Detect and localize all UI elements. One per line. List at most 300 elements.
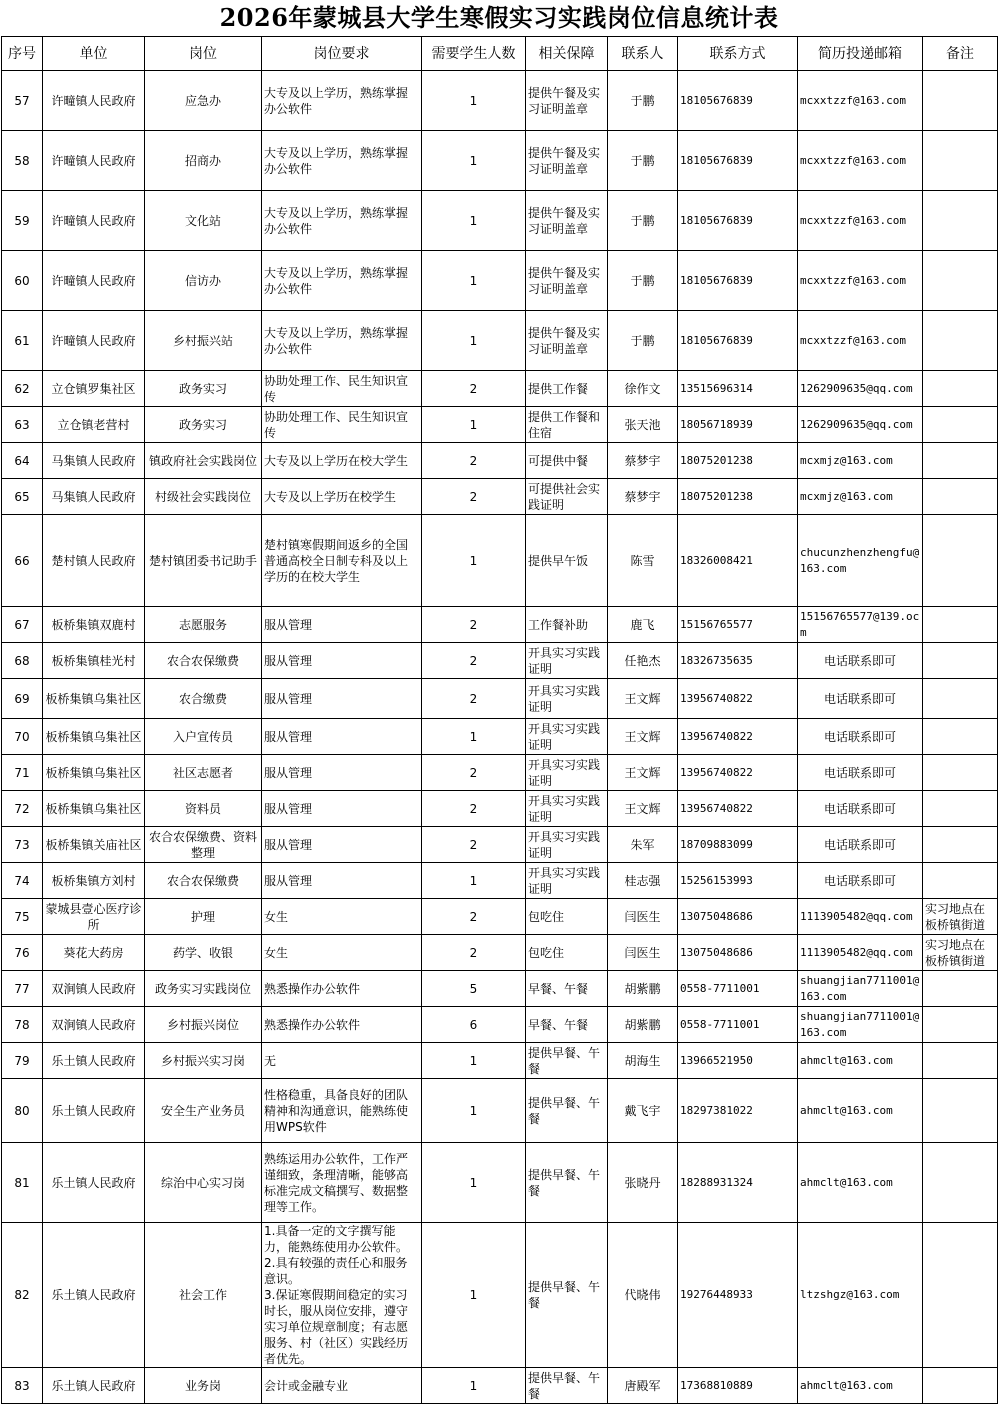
cell-email: 电话联系即可 [798, 679, 923, 719]
cell-phone: 18075201238 [678, 479, 798, 515]
cell-email: shuangjian7711001@163.com [798, 971, 923, 1007]
cell-no: 78 [2, 1007, 43, 1043]
table-row [2, 515, 998, 607]
cell-contact: 于鹏 [608, 71, 678, 131]
table-row [2, 131, 998, 191]
cell-note [923, 479, 998, 515]
cell-email: 15156765577@139.ocm [798, 607, 923, 643]
cell-phone: 18105676839 [678, 191, 798, 251]
cell-requirement: 熟悉操作办公软件 [262, 971, 422, 1007]
cell-support: 开具实习实践证明 [526, 719, 608, 755]
cell-contact: 于鹏 [608, 251, 678, 311]
cell-phone: 18105676839 [678, 131, 798, 191]
header-requirement: 岗位要求 [262, 37, 422, 71]
cell-no: 80 [2, 1079, 43, 1143]
cell-unit: 乐土镇人民政府 [43, 1079, 145, 1143]
header-row [2, 37, 998, 71]
cell-post: 农合农保缴费 [145, 643, 262, 679]
cell-no: 68 [2, 643, 43, 679]
cell-post: 业务岗 [145, 1368, 262, 1404]
cell-contact: 张晓丹 [608, 1143, 678, 1223]
cell-no: 59 [2, 191, 43, 251]
cell-count: 2 [422, 607, 526, 643]
cell-phone: 18297381022 [678, 1079, 798, 1143]
cell-support: 提供午餐及实习证明盖章 [526, 251, 608, 311]
cell-count: 1 [422, 407, 526, 443]
cell-support: 提供午餐及实习证明盖章 [526, 311, 608, 371]
cell-count: 2 [422, 371, 526, 407]
header-note: 备注 [923, 37, 998, 71]
cell-no: 66 [2, 515, 43, 607]
cell-post: 应急办 [145, 71, 262, 131]
cell-support: 提供早餐、午餐 [526, 1043, 608, 1079]
cell-no: 57 [2, 71, 43, 131]
cell-count: 1 [422, 1223, 526, 1368]
cell-requirement: 服从管理 [262, 607, 422, 643]
cell-contact: 朱军 [608, 827, 678, 863]
cell-email: 1262909635@qq.com [798, 407, 923, 443]
cell-requirement: 服从管理 [262, 827, 422, 863]
table-row [2, 1143, 998, 1223]
cell-phone: 18326008421 [678, 515, 798, 607]
cell-requirement: 无 [262, 1043, 422, 1079]
cell-post: 资料员 [145, 791, 262, 827]
cell-email: ahmclt@163.com [798, 1143, 923, 1223]
header-support: 相关保障 [526, 37, 608, 71]
cell-count: 2 [422, 479, 526, 515]
cell-count: 1 [422, 251, 526, 311]
cell-email: 电话联系即可 [798, 643, 923, 679]
table-row [2, 971, 998, 1007]
cell-unit: 马集镇人民政府 [43, 479, 145, 515]
table-row [2, 1079, 998, 1143]
cell-contact: 王文辉 [608, 719, 678, 755]
cell-unit: 板桥集镇关庙社区 [43, 827, 145, 863]
table-row [2, 935, 998, 971]
cell-unit: 立仓镇罗集社区 [43, 371, 145, 407]
cell-post: 农合农保缴费、资料整理 [145, 827, 262, 863]
cell-email: mcxxtzzf@163.com [798, 71, 923, 131]
cell-unit: 许疃镇人民政府 [43, 311, 145, 371]
cell-count: 2 [422, 443, 526, 479]
cell-email: mcxmjz@163.com [798, 479, 923, 515]
cell-requirement: 女生 [262, 899, 422, 935]
header-post: 岗位 [145, 37, 262, 71]
cell-unit: 许疃镇人民政府 [43, 131, 145, 191]
cell-no: 64 [2, 443, 43, 479]
header-contact: 联系人 [608, 37, 678, 71]
cell-no: 61 [2, 311, 43, 371]
cell-contact: 于鹏 [608, 311, 678, 371]
cell-no: 62 [2, 371, 43, 407]
cell-phone: 19276448933 [678, 1223, 798, 1368]
cell-no: 79 [2, 1043, 43, 1079]
table-body [2, 71, 998, 1404]
cell-post: 乡村振兴岗位 [145, 1007, 262, 1043]
cell-contact: 唐殿军 [608, 1368, 678, 1404]
cell-requirement: 大专及以上学历，熟练掌握办公软件 [262, 311, 422, 371]
cell-requirement: 大专及以上学历，熟练掌握办公软件 [262, 71, 422, 131]
cell-contact: 于鹏 [608, 131, 678, 191]
cell-unit: 板桥集镇乌集社区 [43, 755, 145, 791]
cell-support: 开具实习实践证明 [526, 791, 608, 827]
cell-note [923, 1079, 998, 1143]
cell-requirement: 会计或金融专业 [262, 1368, 422, 1404]
cell-phone: 18056718939 [678, 407, 798, 443]
cell-unit: 乐土镇人民政府 [43, 1368, 145, 1404]
cell-no: 67 [2, 607, 43, 643]
cell-support: 早餐、午餐 [526, 971, 608, 1007]
cell-no: 75 [2, 899, 43, 935]
cell-unit: 板桥集镇方刘村 [43, 863, 145, 899]
cell-phone: 0558-7711001 [678, 971, 798, 1007]
cell-note [923, 1368, 998, 1404]
table-row [2, 443, 998, 479]
cell-support: 提供午餐及实习证明盖章 [526, 191, 608, 251]
cell-count: 1 [422, 1143, 526, 1223]
cell-phone: 18075201238 [678, 443, 798, 479]
cell-requirement: 服从管理 [262, 755, 422, 791]
cell-support: 提供工作餐和住宿 [526, 407, 608, 443]
cell-support: 开具实习实践证明 [526, 643, 608, 679]
cell-no: 73 [2, 827, 43, 863]
cell-count: 1 [422, 515, 526, 607]
cell-support: 开具实习实践证明 [526, 863, 608, 899]
table-row [2, 71, 998, 131]
cell-note [923, 863, 998, 899]
cell-note [923, 971, 998, 1007]
cell-phone: 15156765577 [678, 607, 798, 643]
cell-unit: 许疃镇人民政府 [43, 191, 145, 251]
cell-email: mcxxtzzf@163.com [798, 311, 923, 371]
cell-contact: 王文辉 [608, 791, 678, 827]
cell-note: 实习地点在板桥镇街道 [923, 935, 998, 971]
cell-note [923, 1143, 998, 1223]
cell-phone: 18326735635 [678, 643, 798, 679]
cell-support: 提供午餐及实习证明盖章 [526, 131, 608, 191]
table-row [2, 1043, 998, 1079]
cell-support: 工作餐补助 [526, 607, 608, 643]
header-no: 序号 [2, 37, 43, 71]
cell-note [923, 607, 998, 643]
cell-requirement: 大专及以上学历，熟练掌握办公软件 [262, 131, 422, 191]
cell-note [923, 71, 998, 131]
cell-requirement: 服从管理 [262, 643, 422, 679]
cell-count: 1 [422, 1043, 526, 1079]
cell-note [923, 827, 998, 863]
cell-phone: 13966521950 [678, 1043, 798, 1079]
cell-contact: 胡海生 [608, 1043, 678, 1079]
cell-unit: 板桥集镇乌集社区 [43, 719, 145, 755]
cell-post: 村级社会实践岗位 [145, 479, 262, 515]
cell-support: 提供早餐、午餐 [526, 1079, 608, 1143]
cell-note [923, 1223, 998, 1368]
cell-count: 1 [422, 1368, 526, 1404]
cell-count: 2 [422, 679, 526, 719]
cell-note [923, 515, 998, 607]
cell-count: 1 [422, 719, 526, 755]
cell-support: 提供工作餐 [526, 371, 608, 407]
cell-requirement: 大专及以上学历在校大学生 [262, 443, 422, 479]
cell-email: ahmclt@163.com [798, 1043, 923, 1079]
cell-post: 楚村镇团委书记助手 [145, 515, 262, 607]
cell-email: mcxmjz@163.com [798, 443, 923, 479]
cell-contact: 代晓伟 [608, 1223, 678, 1368]
cell-email: 电话联系即可 [798, 755, 923, 791]
table-row [2, 1007, 998, 1043]
cell-count: 2 [422, 899, 526, 935]
cell-email: chucunzhenzhengfu@163.com [798, 515, 923, 607]
cell-no: 60 [2, 251, 43, 311]
cell-email: ahmclt@163.com [798, 1368, 923, 1404]
cell-post: 安全生产业务员 [145, 1079, 262, 1143]
page-title: 2026年蒙城县大学生寒假实习实践岗位信息统计表 [219, 3, 779, 32]
cell-count: 2 [422, 827, 526, 863]
cell-contact: 王文辉 [608, 679, 678, 719]
cell-count: 1 [422, 1079, 526, 1143]
table-row [2, 719, 998, 755]
header-unit: 单位 [43, 37, 145, 71]
table-row [2, 827, 998, 863]
table-row [2, 371, 998, 407]
cell-unit: 许疃镇人民政府 [43, 71, 145, 131]
cell-note [923, 679, 998, 719]
cell-no: 82 [2, 1223, 43, 1368]
cell-post: 招商办 [145, 131, 262, 191]
cell-contact: 陈雪 [608, 515, 678, 607]
cell-email: 电话联系即可 [798, 719, 923, 755]
cell-support: 包吃住 [526, 899, 608, 935]
cell-phone: 13956740822 [678, 719, 798, 755]
cell-support: 包吃住 [526, 935, 608, 971]
cell-contact: 桂志强 [608, 863, 678, 899]
cell-email: mcxxtzzf@163.com [798, 251, 923, 311]
cell-support: 可提供中餐 [526, 443, 608, 479]
cell-requirement: 大专及以上学历在校学生 [262, 479, 422, 515]
cell-phone: 18709883099 [678, 827, 798, 863]
internship-table [1, 36, 998, 1404]
cell-support: 提供早餐、午餐 [526, 1143, 608, 1223]
cell-post: 入户宣传员 [145, 719, 262, 755]
cell-support: 可提供社会实践证明 [526, 479, 608, 515]
cell-note [923, 791, 998, 827]
cell-post: 农合缴费 [145, 679, 262, 719]
cell-requirement: 大专及以上学历，熟练掌握办公软件 [262, 251, 422, 311]
cell-unit: 蒙城县壹心医疗诊所 [43, 899, 145, 935]
cell-requirement: 大专及以上学历，熟练掌握办公软件 [262, 191, 422, 251]
cell-phone: 18105676839 [678, 71, 798, 131]
cell-support: 开具实习实践证明 [526, 679, 608, 719]
header-count: 需要学生人数 [422, 37, 526, 71]
cell-post: 社区志愿者 [145, 755, 262, 791]
cell-support: 早餐、午餐 [526, 1007, 608, 1043]
cell-phone: 0558-7711001 [678, 1007, 798, 1043]
cell-contact: 闫医生 [608, 899, 678, 935]
cell-phone: 13075048686 [678, 899, 798, 935]
cell-no: 63 [2, 407, 43, 443]
cell-note [923, 131, 998, 191]
table-row [2, 643, 998, 679]
cell-contact: 任艳杰 [608, 643, 678, 679]
cell-support: 开具实习实践证明 [526, 827, 608, 863]
cell-requirement: 服从管理 [262, 719, 422, 755]
cell-requirement: 楚村镇寒假期间返乡的全国普通高校全日制专科及以上学历的在校大学生 [262, 515, 422, 607]
cell-count: 2 [422, 935, 526, 971]
cell-post: 镇政府社会实践岗位 [145, 443, 262, 479]
table-row [2, 251, 998, 311]
cell-post: 农合农保缴费 [145, 863, 262, 899]
cell-post: 乡村振兴实习岗 [145, 1043, 262, 1079]
cell-note [923, 407, 998, 443]
cell-unit: 楚村镇人民政府 [43, 515, 145, 607]
cell-no: 77 [2, 971, 43, 1007]
cell-post: 信访办 [145, 251, 262, 311]
cell-count: 1 [422, 131, 526, 191]
cell-no: 81 [2, 1143, 43, 1223]
cell-contact: 于鹏 [608, 191, 678, 251]
cell-post: 文化站 [145, 191, 262, 251]
cell-note [923, 1007, 998, 1043]
cell-email: 1262909635@qq.com [798, 371, 923, 407]
cell-email: mcxxtzzf@163.com [798, 191, 923, 251]
cell-email: ahmclt@163.com [798, 1079, 923, 1143]
cell-post: 社会工作 [145, 1223, 262, 1368]
cell-email: ltzshgz@163.com [798, 1223, 923, 1368]
cell-phone: 13956740822 [678, 679, 798, 719]
cell-support: 开具实习实践证明 [526, 755, 608, 791]
cell-count: 2 [422, 791, 526, 827]
cell-support: 提供早餐、午餐 [526, 1368, 608, 1404]
cell-post: 综治中心实习岗 [145, 1143, 262, 1223]
cell-unit: 板桥集镇乌集社区 [43, 679, 145, 719]
table-row [2, 191, 998, 251]
cell-note [923, 643, 998, 679]
cell-count: 1 [422, 71, 526, 131]
cell-contact: 戴飞宇 [608, 1079, 678, 1143]
cell-contact: 鹿飞 [608, 607, 678, 643]
cell-post: 政务实习实践岗位 [145, 971, 262, 1007]
table-row [2, 311, 998, 371]
cell-count: 6 [422, 1007, 526, 1043]
cell-requirement: 熟悉操作办公软件 [262, 1007, 422, 1043]
cell-no: 69 [2, 679, 43, 719]
cell-phone: 18288931324 [678, 1143, 798, 1223]
table-row [2, 899, 998, 935]
cell-contact: 王文辉 [608, 755, 678, 791]
cell-unit: 乐土镇人民政府 [43, 1043, 145, 1079]
cell-note [923, 251, 998, 311]
cell-note [923, 191, 998, 251]
cell-count: 5 [422, 971, 526, 1007]
cell-unit: 板桥集镇桂光村 [43, 643, 145, 679]
cell-contact: 胡紫鹏 [608, 1007, 678, 1043]
table-row [2, 479, 998, 515]
header-email: 简历投递邮箱 [798, 37, 923, 71]
cell-requirement: 服从管理 [262, 863, 422, 899]
cell-phone: 13956740822 [678, 755, 798, 791]
cell-requirement: 性格稳重，具备良好的团队精神和沟通意识，能熟练使用WPS软件 [262, 1079, 422, 1143]
cell-no: 72 [2, 791, 43, 827]
cell-count: 2 [422, 643, 526, 679]
cell-no: 76 [2, 935, 43, 971]
cell-unit: 葵花大药房 [43, 935, 145, 971]
cell-count: 1 [422, 191, 526, 251]
cell-requirement: 熟练运用办公软件，工作严谨细致，条理清晰，能够高标准完成文稿撰写、数据整理等工作。 [262, 1143, 422, 1223]
cell-note [923, 443, 998, 479]
cell-requirement: 服从管理 [262, 679, 422, 719]
cell-note [923, 371, 998, 407]
table-row [2, 607, 998, 643]
table-row [2, 791, 998, 827]
cell-support: 提供早餐、午餐 [526, 1223, 608, 1368]
cell-note: 实习地点在板桥镇街道 [923, 899, 998, 935]
cell-no: 70 [2, 719, 43, 755]
cell-count: 1 [422, 311, 526, 371]
cell-contact: 蔡梦宇 [608, 443, 678, 479]
cell-unit: 双涧镇人民政府 [43, 1007, 145, 1043]
cell-email: 电话联系即可 [798, 863, 923, 899]
cell-support: 提供早午饭 [526, 515, 608, 607]
cell-unit: 乐土镇人民政府 [43, 1143, 145, 1223]
cell-email: mcxxtzzf@163.com [798, 131, 923, 191]
cell-post: 志愿服务 [145, 607, 262, 643]
cell-requirement: 女生 [262, 935, 422, 971]
cell-post: 护理 [145, 899, 262, 935]
cell-contact: 胡紫鹏 [608, 971, 678, 1007]
cell-requirement: 1.具备一定的文字撰写能力，能熟练使用办公软件。 2.具有较强的责任心和服务意识。 3.保证寒假期间稳定的实习时长，服从岗位安排，遵守实习单位规章制度；有志愿服务、村（社区）实践经历者优先。 [262, 1223, 422, 1368]
cell-phone: 13075048686 [678, 935, 798, 971]
cell-unit: 乐土镇人民政府 [43, 1223, 145, 1368]
cell-no: 71 [2, 755, 43, 791]
table-row [2, 407, 998, 443]
cell-unit: 板桥集镇乌集社区 [43, 791, 145, 827]
table-row [2, 679, 998, 719]
cell-requirement: 服从管理 [262, 791, 422, 827]
cell-note [923, 719, 998, 755]
cell-requirement: 协助处理工作、民生知识宣传 [262, 371, 422, 407]
cell-requirement: 协助处理工作、民生知识宣传 [262, 407, 422, 443]
cell-contact: 徐作文 [608, 371, 678, 407]
header-phone: 联系方式 [678, 37, 798, 71]
cell-no: 74 [2, 863, 43, 899]
cell-phone: 18105676839 [678, 251, 798, 311]
cell-no: 65 [2, 479, 43, 515]
cell-post: 政务实习 [145, 371, 262, 407]
cell-note [923, 1043, 998, 1079]
table-header [2, 37, 998, 71]
table-row [2, 755, 998, 791]
cell-unit: 马集镇人民政府 [43, 443, 145, 479]
cell-phone: 13956740822 [678, 791, 798, 827]
cell-contact: 张天池 [608, 407, 678, 443]
cell-unit: 双涧镇人民政府 [43, 971, 145, 1007]
cell-count: 1 [422, 863, 526, 899]
cell-note [923, 755, 998, 791]
cell-contact: 闫医生 [608, 935, 678, 971]
cell-email: 1113905482@qq.com [798, 899, 923, 935]
table-row [2, 1223, 998, 1368]
cell-email: shuangjian7711001@163.com [798, 1007, 923, 1043]
cell-phone: 13515696314 [678, 371, 798, 407]
cell-no: 83 [2, 1368, 43, 1404]
cell-email: 1113905482@qq.com [798, 935, 923, 971]
cell-contact: 蔡梦宇 [608, 479, 678, 515]
cell-email: 电话联系即可 [798, 791, 923, 827]
cell-phone: 17368810889 [678, 1368, 798, 1404]
cell-support: 提供午餐及实习证明盖章 [526, 71, 608, 131]
cell-unit: 板桥集镇双鹿村 [43, 607, 145, 643]
cell-post: 乡村振兴站 [145, 311, 262, 371]
